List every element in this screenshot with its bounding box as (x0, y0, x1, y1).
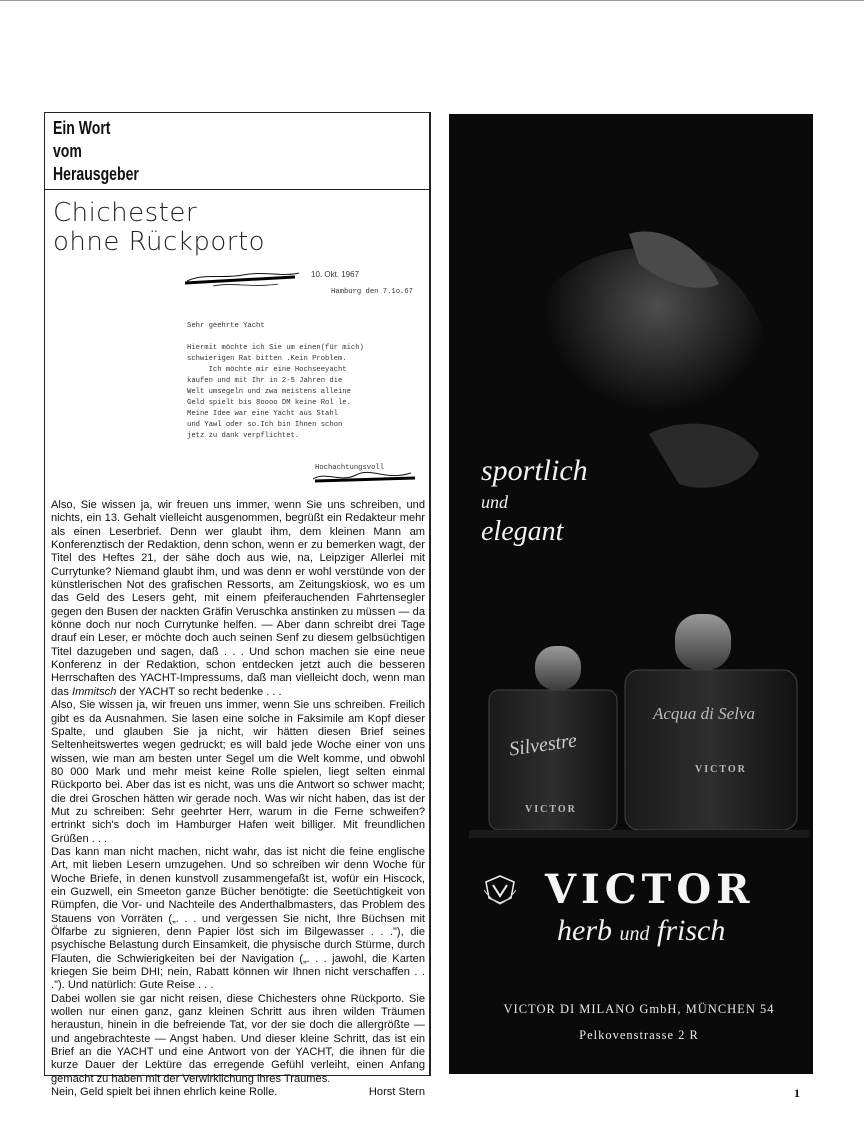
column-kicker (53, 117, 139, 186)
article-paragraph: Das kann man nicht machen, nicht wahr, das ist nicht die feine englische Art, mit lieben Lesern umzugehen. Und so schreiben wir denn Woche für Woche Briefe, in denen kunstvoll zusammengefaßt ist, wofür ein Hiscock, ein Guzwell, ein Smeeton ganze Bücher benötigte: die Seetüchtigkeit von Rümpfen, die Vor- und Nachteile des Anderthalbmasters, das Problem des Stauens von Vorräten („. . . und vergessen Sie nicht, Ihre Büchsen mit Ölfarbe zu signieren, denn Papier löst sich im Bilgewasser . . ."), die psychische Belastung durch Einsamkeit, die physische durch Stürme, durch Flauten, die Schwierigkeiten bei der Navigation („. . . jawohl, die Karten kriegen Sie beim DHI; nein, Rabatt können wir Ihnen nicht verschaffen . . ."). Und natürlich: Gute Reise . . . (51, 845, 425, 992)
crossed-out-header-scribble (183, 267, 303, 289)
company-address: VICTOR DI MILANO GmbH, MÜNCHEN 54 (503, 1002, 775, 1016)
article-paragraph: Also, Sie wissen ja, wir freuen uns immer, wenn Sie uns schreiben. Freilich gibt es da Ausnahmen. Sie lasen eine solche in Faksimile am Kopf dieser Spalte, und glauben Sie ja nicht, wir hätten diesen Brief seines Seltenheitswertes wegen gedruckt; es will bald jede Woche einer von uns wissen, wie man am besten unter Segel um die Welt komme, und obwohl 80 000 Mark und mehr meist keine Rolle spielen, liegt selten einmal Rückporto bei. Aber das ist es nicht, was uns die Antwort so schwer macht; die drei Groschen hätten wir gerade noch. Was wir nicht haben, das ist der Mut zu schreiben: Sehr geehrter Herr, warum in die Ferne schweifen? ertrinkt sich's doch im Hamburger Hafen weit billiger. Mit freundlichen Grüßen . . . (51, 699, 425, 845)
victor-advertisement (449, 114, 813, 1074)
kicker-divider (45, 189, 429, 190)
slogan-frisch: frisch (657, 914, 726, 947)
kicker-line: vom (53, 141, 82, 161)
letter-closing: Hochachtungsvoll (315, 464, 385, 472)
tagline-elegant: elegant (481, 516, 564, 547)
letter-place-date: Hamburg den 7.1o.67 (331, 288, 413, 296)
brand-logo: VICTOR (545, 866, 755, 913)
closing-sentence: Nein, Geld spielt bei ihnen ehrlich keine Rolle. (51, 1086, 278, 1099)
article-paragraph: Dabei wollen sie gar nicht reisen, diese Chichesters ohne Rückporto. Sie wollen nur einen ganz, ganz kleinen Schritt aus ihren wilden Träumen heraustun, hinein in die befreiende Tat, vor der sie doch die allergrößte — und angebrachteste — Angst haben. Und dieser kleine Schritt, das ist ein Brief an die YACHT und eine Antwort von der YACHT, die ihnen für die kurze Dauer der Lektüre das erregende Gefühl verleiht, einen Anfang gemacht zu haben mit der Verwirklichung ihres Traumes. (51, 992, 425, 1085)
editorial-column (44, 112, 430, 1099)
author-name: Horst Stern (368, 1086, 425, 1099)
emphasis: Immitsch (71, 685, 117, 698)
kicker-line: Herausgeber (53, 164, 139, 184)
bottle-left-brand: VICTOR (525, 804, 577, 815)
facsimile-letter (183, 265, 423, 475)
page-number: 1 (794, 1086, 800, 1100)
slogan-herb: herb (557, 914, 612, 947)
received-date-stamp: 10. Okt. 1967 (311, 270, 360, 279)
column-right-rule (430, 112, 431, 1076)
letter-body: Sehr geehrte Yacht Hiermit möchte ich Sie um einen(für mich) schwierigen Rat bitten .Kein Problem. Ich möchte mir eine Hochseeyacht kaufen und mit Ihr in 2-5 Jahren die Welt umsegeln und zwa meistens alleine Geld spielt bis 8oooo DM keine Rol le. Meine Idee war eine Yacht aus Stahl und Yawl oder so.Ich bin Ihnen schon jetz zu dank verpflichtet. (187, 322, 364, 440)
headline-line: ohne Rückporto (53, 227, 266, 257)
article-paragraph (51, 1086, 425, 1099)
crossed-out-signature (311, 469, 421, 487)
street-address: Pelkovenstrasse 2 R (579, 1028, 699, 1042)
slogan (557, 914, 725, 948)
tagline-sportlich: sportlich (481, 454, 588, 487)
kicker-line: Ein Wort (53, 118, 111, 138)
bottle-right-brand: VICTOR (695, 764, 747, 775)
bottle-left-label: Silvestre (507, 729, 579, 761)
tagline-und: und (481, 492, 508, 512)
article-headline (53, 199, 265, 257)
article-paragraph: Also, Sie wissen ja, wir freuen uns immer, wenn Sie uns schreiben, und nichts, ein 13. Gehalt vielleicht ausgenommen, begrüßt ein Redakteur mehr als einen Leserbrief. Denn wer glaubt ihm, dem kleinen Mann am Konferenztisch der Redaktion, denn schon, wenn er zu bemerken wagt, der Titel des Heftes 21, der sähe doch aus wie, na, Leipziger Allerlei mit Currytunke? Niemand glaubt ihm, und was denn er wohl verstünde von der künstlerischen Not des grafischen Ressorts, am Zeitungskiosk, wo es um das Geld des Lesers geht, mit einem pfeiferauchenden Fahrtensegler gegen den Busen der nackten Gräfin Veruschka anstinken zu müssen — da könne doch nur noch Currytunke helfen. — Aber dann schreibt drei Tage drauf ein Leser, er möchte doch auch seinen Senf zu diesem gelbsüchtigen Titel dazugeben und sagen, daß . . . Und schon machen sie eine neue Konferenz in der Redaktion, schon entdecken jetzt auch die besseren Herrschaften des YACHT-Impressums, daß man vielleicht doch, wenn man das Immitsch der YACHT so recht bedenke . . . (51, 499, 425, 698)
page-top-rule (0, 0, 864, 1)
victor-crest-icon (481, 872, 519, 906)
article-body (51, 499, 425, 1099)
slogan-und: und (619, 923, 650, 945)
headline-line: Chichester (53, 198, 198, 228)
bottle-right-label: Acqua di Selva (653, 704, 755, 723)
